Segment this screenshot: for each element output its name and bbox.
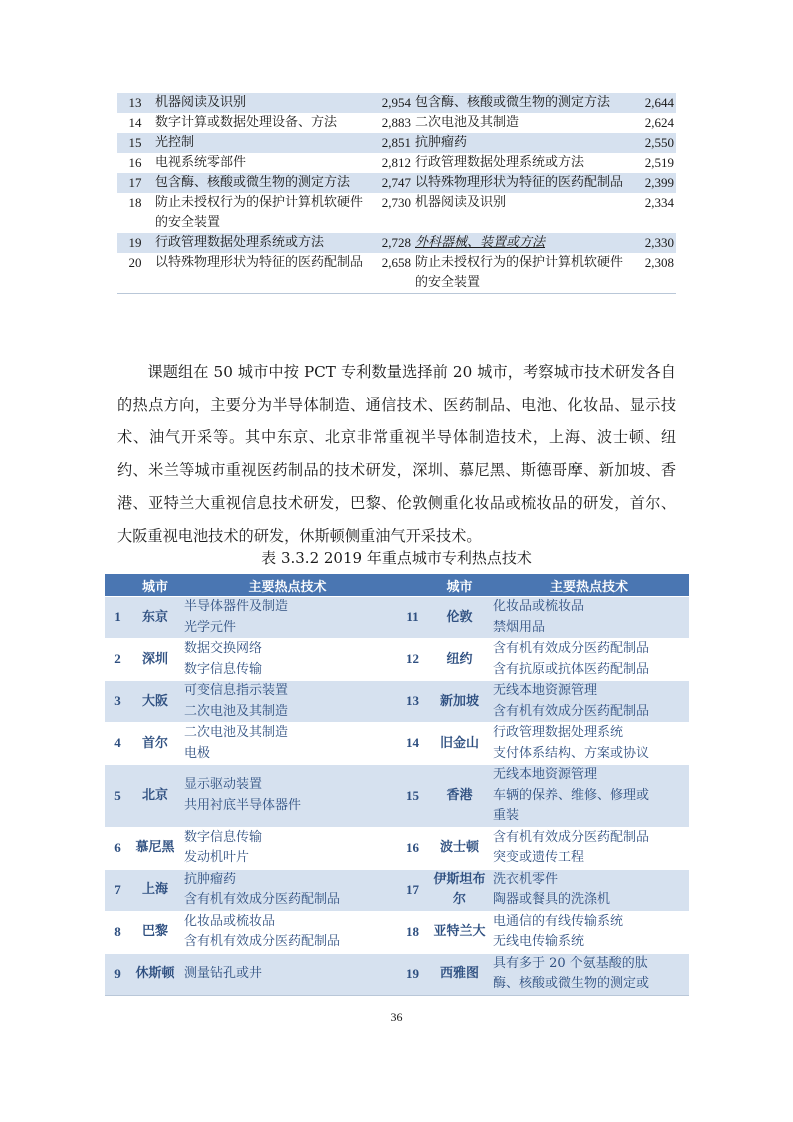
left-tech-cell: 电视系统零部件 xyxy=(155,155,247,170)
tech-item: 支付体系结构、方案或协议 xyxy=(493,745,650,761)
city-cell: 波士顿 xyxy=(430,827,489,869)
tech-item: 光学元件 xyxy=(184,619,237,635)
tech-item: 发动机叶片 xyxy=(184,850,250,865)
tech-item: 无线电传输系统 xyxy=(493,934,585,949)
left-value-cell: 2,730 xyxy=(381,195,411,210)
city-cell: 纽约 xyxy=(430,639,489,681)
table-row xyxy=(117,93,676,113)
left-value-cell: 2,658 xyxy=(381,255,411,270)
tech-item: 电通信的有线传输系统 xyxy=(493,913,624,929)
left-value-cell: 2,883 xyxy=(381,115,411,130)
tech-cell xyxy=(180,723,395,765)
left-value-cell: 2,812 xyxy=(381,155,411,170)
city-cell: 上海 xyxy=(130,869,180,911)
right-tech-cell: 二次电池及其制造 xyxy=(415,115,520,130)
city-cell: 深圳 xyxy=(130,639,180,681)
tech-item: 可变信息指示装置 xyxy=(184,683,289,698)
rank-cell: 13 xyxy=(395,681,430,723)
left-value-cell: 2,728 xyxy=(365,233,413,253)
tech-item: 含有抗原或抗体医药配制品 xyxy=(493,661,650,677)
rank-cell: 5 xyxy=(105,765,130,828)
tech-cell xyxy=(489,869,689,911)
left-tech-cell: 数字计算或数据处理设备、方法 xyxy=(155,115,338,130)
rank-cell: 13 xyxy=(117,93,153,113)
tech-item: 重装 xyxy=(493,808,520,823)
tech-item: 无线本地资源管理 xyxy=(493,683,598,698)
rank-cell: 7 xyxy=(105,869,130,911)
rank-cell: 2 xyxy=(105,639,130,681)
table-row xyxy=(105,869,689,911)
city-cell: 亚特兰大 xyxy=(430,911,489,953)
left-tech-cell: 以特殊物理形状为特征的医药配制品 xyxy=(155,255,364,270)
right-tech-cell: 包含酶、核酸或微生物的测定方法 xyxy=(413,93,633,113)
left-tech-cell: 光控制 xyxy=(153,133,365,153)
city-cell: 巴黎 xyxy=(130,911,180,953)
rank-cell: 17 xyxy=(117,173,153,193)
rank-cell: 4 xyxy=(105,723,130,765)
city-cell: 大阪 xyxy=(130,681,180,723)
table-row xyxy=(105,597,689,639)
tech-item: 无线本地资源管理 xyxy=(493,767,598,782)
table-header-row xyxy=(105,574,689,597)
right-value-cell: 2,334 xyxy=(644,195,674,210)
tech-item: 电极 xyxy=(184,745,211,761)
rank-cell: 18 xyxy=(395,911,430,953)
city-cell: 慕尼黑 xyxy=(130,827,180,869)
tech-item: 共用衬底半导体器件 xyxy=(184,797,302,813)
rank-cell: 16 xyxy=(395,827,430,869)
table-caption: 表 3.3.2 2019 年重点城市专利热点技术 xyxy=(261,549,532,567)
tech-item: 含有机有效成分医药配制品 xyxy=(493,829,650,845)
rank-cell: 8 xyxy=(105,911,130,953)
city-cell: 东京 xyxy=(130,597,180,639)
left-tech-cell: 防止未授权行为的保护计算机软硬件的安全装置 xyxy=(155,195,364,230)
tech-cell xyxy=(489,953,689,995)
tech-cell xyxy=(180,639,395,681)
city-cell: 首尔 xyxy=(130,723,180,765)
rank-cell: 6 xyxy=(105,827,130,869)
table-row xyxy=(105,953,689,995)
tech-item: 抗肿瘤药 xyxy=(184,871,237,887)
right-value-cell: 2,308 xyxy=(644,255,674,270)
tech-cell xyxy=(489,827,689,869)
header-city-2: 城市 xyxy=(430,574,489,597)
tech-cell xyxy=(489,911,689,953)
table-row xyxy=(117,113,676,133)
rank-cell: 9 xyxy=(105,953,130,995)
right-tech-cell: 行政管理数据处理系统或方法 xyxy=(415,155,585,170)
city-cell: 北京 xyxy=(130,765,180,828)
table-row xyxy=(105,723,689,765)
tech-item: 酶、核酸或微生物的测定或 xyxy=(493,976,650,991)
city-cell: 伦敦 xyxy=(430,597,489,639)
city-cell: 旧金山 xyxy=(430,723,489,765)
table-row xyxy=(105,911,689,953)
table-row xyxy=(105,827,689,869)
tech-item: 二次电池及其制造 xyxy=(184,725,289,740)
header-tech-2: 主要热点技术 xyxy=(489,574,689,597)
tech-item: 含有机有效成分医药配制品 xyxy=(493,703,650,719)
table-row xyxy=(117,133,676,153)
tech-cell xyxy=(180,869,395,911)
tech-item: 数字信息传输 xyxy=(184,661,263,677)
header-city: 城市 xyxy=(130,574,180,597)
city-cell: 伊斯坦布尔 xyxy=(430,869,489,911)
table-row xyxy=(105,681,689,723)
tech-cell xyxy=(489,639,689,681)
tech-cell xyxy=(489,597,689,639)
city-cell: 休斯顿 xyxy=(130,953,180,995)
left-tech-cell: 包含酶、核酸或微生物的测定方法 xyxy=(153,173,365,193)
rank-cell: 12 xyxy=(395,639,430,681)
tech-item: 数字信息传输 xyxy=(184,829,263,845)
tech-item: 化妆品或梳妆品 xyxy=(493,599,585,614)
rank-cell: 16 xyxy=(128,155,142,170)
right-value-cell: 2,644 xyxy=(633,93,676,113)
tech-item: 二次电池及其制造 xyxy=(184,703,289,719)
tech-item: 禁烟用品 xyxy=(493,619,546,635)
body-paragraph: 课题组在 50 城市中按 PCT 专利数量选择前 20 城市，考察城市技术研发各自的热点方向，主要分为半导体制造、通信技术、医药制品、电池、化妆品、显示技术、油气开采等。其中东京、北京非常重视半导体制造技术，上海、波士顿、纽约、米兰等城市重视医药制品的技术研发，深圳、慕尼黑、斯德哥摩、新加坡、香港、亚特兰大重视信息技术研发，巴黎、伦敦侧重化妆品或梳妆品的研发，首尔、大阪重视电池技术的研发，休斯顿侧重油气开采技术。 xyxy=(117,363,676,545)
tech-item: 洗衣机零件 xyxy=(493,871,559,887)
rank-cell: 1 xyxy=(105,597,130,639)
right-tech-cell: 外科器械、装置或方法 xyxy=(413,233,633,253)
tech-item: 测量钻孔或井 xyxy=(184,965,263,981)
rank-cell: 15 xyxy=(395,765,430,828)
tech-cell xyxy=(180,681,395,723)
rank-cell: 19 xyxy=(117,233,153,253)
table-row xyxy=(105,639,689,681)
right-value-cell: 2,624 xyxy=(644,115,674,130)
table-row xyxy=(117,193,676,233)
city-hotspot-table xyxy=(105,574,689,996)
tech-cell xyxy=(180,597,395,639)
header-tech: 主要热点技术 xyxy=(180,574,395,597)
table-row xyxy=(105,765,689,828)
rank-cell: 19 xyxy=(395,953,430,995)
tech-item: 数据交换网络 xyxy=(184,641,263,656)
left-tech-cell: 机器阅读及识别 xyxy=(153,93,365,113)
city-cell: 香港 xyxy=(430,765,489,828)
table-row xyxy=(117,153,676,173)
city-cell: 新加坡 xyxy=(430,681,489,723)
rank-cell: 14 xyxy=(395,723,430,765)
right-value-cell: 2,519 xyxy=(644,155,674,170)
right-tech-cell: 抗肿瘤药 xyxy=(413,133,633,153)
left-value-cell: 2,954 xyxy=(365,93,413,113)
tech-cell xyxy=(180,911,395,953)
tech-item: 车辆的保养、维修、修理或 xyxy=(493,787,650,803)
page-number: 36 xyxy=(390,1010,403,1024)
table-row xyxy=(117,233,676,253)
rank-cell: 18 xyxy=(128,195,142,210)
tech-cell xyxy=(489,723,689,765)
ranking-table xyxy=(117,93,676,294)
city-cell: 西雅图 xyxy=(430,953,489,995)
right-tech-cell: 以特殊物理形状为特征的医药配制品 xyxy=(413,173,633,193)
tech-item: 化妆品或梳妆品 xyxy=(184,913,276,929)
left-value-cell: 2,851 xyxy=(365,133,413,153)
right-value-cell: 2,399 xyxy=(633,173,676,193)
rank-cell: 20 xyxy=(128,255,142,270)
tech-item: 含有机有效成分医药配制品 xyxy=(184,934,341,949)
tech-cell xyxy=(489,765,689,828)
table-row xyxy=(117,253,676,294)
tech-cell xyxy=(180,953,395,995)
right-value-cell: 2,550 xyxy=(633,133,676,153)
left-tech-cell: 行政管理数据处理系统或方法 xyxy=(153,233,365,253)
rank-cell: 3 xyxy=(105,681,130,723)
tech-item: 半导体器件及制造 xyxy=(184,599,289,614)
rank-cell: 11 xyxy=(395,597,430,639)
tech-cell xyxy=(489,681,689,723)
right-value-cell: 2,330 xyxy=(633,233,676,253)
tech-item: 突变或遗传工程 xyxy=(493,850,585,865)
tech-item: 行政管理数据处理系统 xyxy=(493,725,624,740)
rank-cell: 14 xyxy=(128,115,142,130)
tech-item: 显示驱动装置 xyxy=(184,777,263,793)
tech-item: 具有多于 20 个氨基酸的肽 xyxy=(493,955,648,971)
rank-cell: 17 xyxy=(395,869,430,911)
tech-cell xyxy=(180,765,395,828)
table-row xyxy=(117,173,676,193)
tech-item: 含有机有效成分医药配制品 xyxy=(493,641,650,656)
tech-item: 含有机有效成分医药配制品 xyxy=(184,892,341,907)
tech-cell xyxy=(180,827,395,869)
left-value-cell: 2,747 xyxy=(365,173,413,193)
right-tech-cell: 防止未授权行为的保护计算机软硬件的安全装置 xyxy=(415,255,624,290)
rank-cell: 15 xyxy=(117,133,153,153)
right-tech-cell: 机器阅读及识别 xyxy=(415,195,507,210)
tech-item: 陶器或餐具的洗涤机 xyxy=(493,892,611,907)
